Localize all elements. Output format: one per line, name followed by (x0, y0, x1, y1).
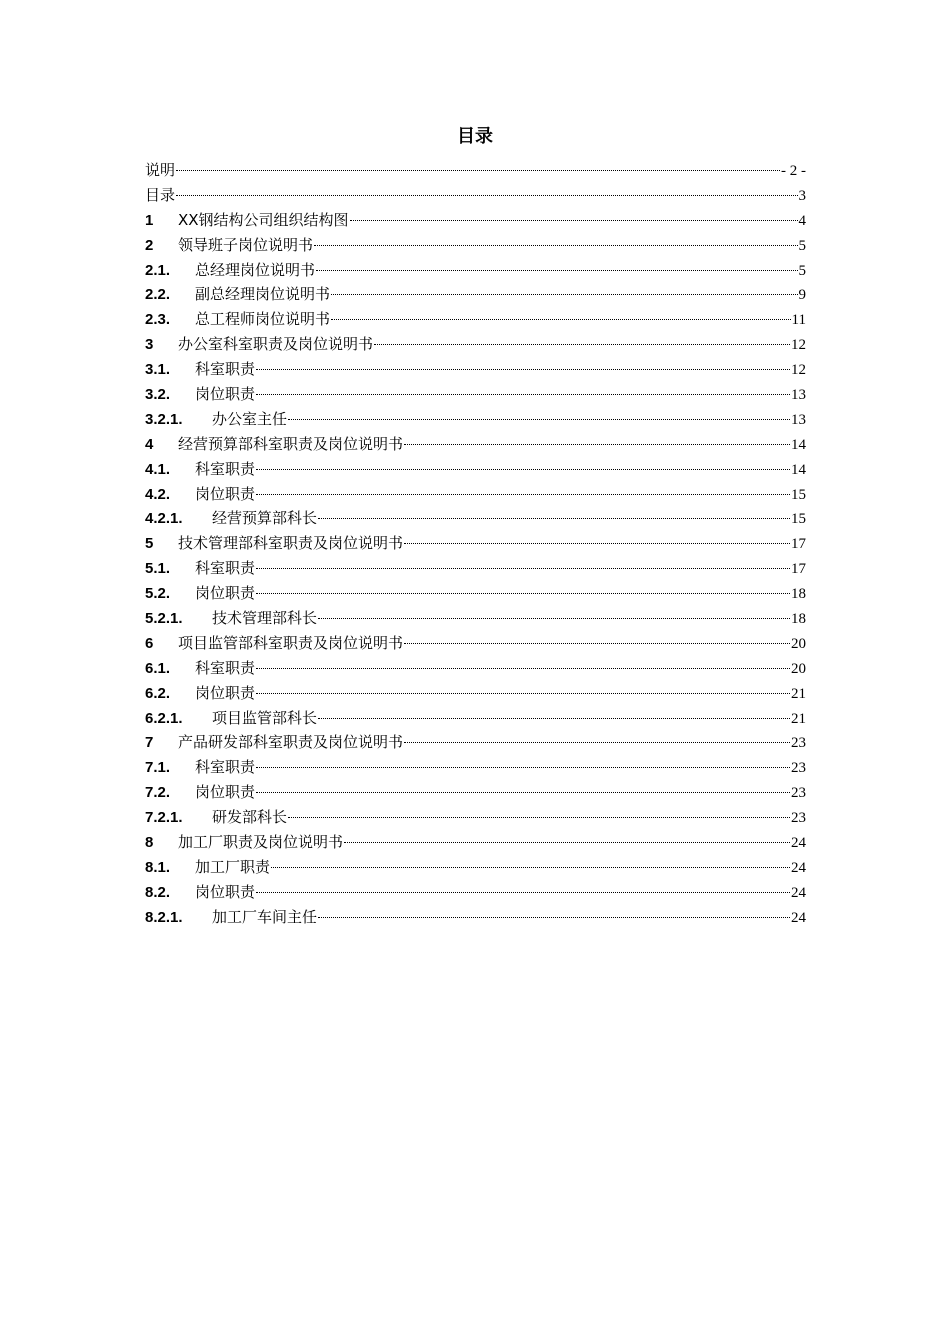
toc-entry-page-number: 14 (791, 461, 806, 478)
toc-entry-number: 2 (145, 236, 154, 254)
toc-dot-leader (256, 394, 790, 395)
toc-entry[interactable] (145, 233, 806, 258)
toc-entry-page-number: 23 (791, 810, 806, 827)
toc-entry-title: 科室职责 (195, 360, 256, 379)
toc-entry-number: 3.2.1. (145, 410, 183, 428)
toc-entry-number: 5.1. (145, 560, 171, 578)
toc-entry[interactable] (145, 631, 806, 656)
toc-dot-leader (256, 668, 790, 669)
toc-dot-leader (318, 618, 790, 619)
toc-dot-leader (288, 419, 790, 420)
toc-entry[interactable] (145, 158, 806, 183)
toc-entry-number: 5.2. (145, 585, 171, 603)
toc-dot-leader (316, 270, 797, 271)
toc-dot-leader (256, 369, 790, 370)
toc-entry[interactable] (145, 830, 806, 855)
toc-dot-leader (256, 767, 790, 768)
toc-entry-page-number: 20 (791, 660, 806, 677)
toc-entry-page-number: 24 (791, 909, 806, 926)
toc-entry-number: 4.2. (145, 485, 171, 503)
toc-entry-page-number: 13 (791, 387, 806, 404)
toc-entry-page-number: 12 (791, 362, 806, 379)
toc-entry-number: 8 (145, 834, 154, 852)
toc-entry-title: 经营预算部科长 (212, 509, 318, 528)
toc-entry-page-number: 21 (791, 685, 806, 702)
toc-entry-title: 产品研发部科室职责及岗位说明书 (178, 733, 404, 752)
toc-entry-number: 2.1. (145, 261, 171, 279)
toc-entry-number: 6.1. (145, 659, 171, 677)
toc-entry-title: 说明 (145, 161, 176, 179)
toc-dot-leader (331, 294, 797, 295)
toc-entry-title: 加工厂职责 (195, 857, 271, 876)
toc-entry-page-number: 5 (798, 262, 806, 279)
toc-entry-title: 项目监管部科室职责及岗位说明书 (178, 633, 404, 652)
toc-entry[interactable] (145, 282, 806, 307)
toc-entry-title: 领导班子岗位说明书 (178, 235, 314, 254)
toc-entry-number: 7 (145, 734, 154, 752)
toc-entry-page-number: 9 (798, 287, 806, 304)
toc-dot-leader (288, 817, 790, 818)
toc-entry-title: 岗位职责 (195, 484, 256, 503)
toc-entry-title: 技术管理部科室职责及岗位说明书 (178, 534, 404, 553)
toc-entry[interactable] (145, 407, 806, 432)
toc-entry-page-number: 24 (791, 884, 806, 901)
toc-entry-title: 项目监管部科长 (212, 708, 318, 727)
toc-entry[interactable] (145, 258, 806, 283)
toc-entry-title: 岗位职责 (195, 385, 256, 404)
toc-entry-page-number: 13 (791, 411, 806, 428)
toc-entry-page-number: 17 (791, 561, 806, 578)
toc-entry[interactable] (145, 531, 806, 556)
toc-entry-title: 经营预算部科室职责及岗位说明书 (178, 434, 404, 453)
toc-entry-page-number: 14 (791, 436, 806, 453)
toc-entry-number: 2.3. (145, 311, 171, 329)
toc-entry[interactable] (145, 208, 806, 233)
toc-entry-number: 8.2.1. (145, 908, 183, 926)
toc-entry[interactable] (145, 706, 806, 731)
toc-entry-number: 3 (145, 336, 154, 354)
toc-entry-number: 6 (145, 634, 154, 652)
toc-entry-page-number: 23 (791, 785, 806, 802)
table-of-contents (145, 158, 806, 930)
toc-entry-title: 目录 (145, 185, 176, 204)
toc-entry-title: 总经理岗位说明书 (195, 260, 316, 279)
toc-entry-page-number: 18 (791, 586, 806, 603)
toc-entry-title: 科室职责 (195, 758, 256, 777)
toc-entry-number: 4.2.1. (145, 510, 183, 528)
toc-dot-leader (256, 494, 790, 495)
toc-entry-title: 副总经理岗位说明书 (195, 285, 331, 304)
toc-dot-leader (318, 917, 790, 918)
toc-entry-title: 技术管理部科长 (212, 609, 318, 628)
toc-entry-title: 加工厂车间主任 (212, 907, 318, 926)
toc-entry-page-number: 12 (791, 337, 806, 354)
toc-dot-leader (404, 444, 790, 445)
toc-entry-number: 4 (145, 435, 154, 453)
toc-dot-leader (318, 718, 790, 719)
toc-entry-page-number: - 2 - (781, 163, 806, 179)
toc-entry[interactable] (145, 332, 806, 357)
toc-entry-title: 岗位职责 (195, 584, 256, 603)
toc-entry[interactable] (145, 556, 806, 581)
toc-dot-leader (318, 518, 790, 519)
toc-dot-leader (344, 842, 790, 843)
toc-entry[interactable] (145, 457, 806, 482)
toc-dot-leader (404, 742, 790, 743)
toc-entry[interactable] (145, 780, 806, 805)
toc-dot-leader (350, 220, 798, 221)
toc-entry-title: 加工厂职责及岗位说明书 (178, 833, 344, 852)
toc-entry-title: 办公室主任 (212, 409, 288, 428)
toc-entry[interactable] (145, 805, 806, 830)
toc-entry-number: 5.2.1. (145, 610, 183, 628)
toc-entry-number: 5 (145, 535, 154, 553)
toc-entry-page-number: 21 (791, 710, 806, 727)
toc-entry[interactable] (145, 506, 806, 531)
toc-entry-title: 岗位职责 (195, 683, 256, 702)
toc-entry[interactable] (145, 905, 806, 930)
toc-dot-leader (256, 792, 790, 793)
toc-entry-page-number: 4 (798, 212, 806, 229)
toc-entry-number: 6.2. (145, 684, 171, 702)
toc-entry-title: 总工程师岗位说明书 (195, 310, 331, 329)
toc-entry-page-number: 18 (791, 611, 806, 628)
toc-entry[interactable] (145, 730, 806, 755)
toc-entry[interactable] (145, 581, 806, 606)
toc-entry[interactable] (145, 183, 806, 208)
toc-entry-number: 7.2.1. (145, 809, 183, 827)
toc-entry-title: 研发部科长 (212, 808, 288, 827)
toc-entry[interactable] (145, 357, 806, 382)
toc-entry[interactable] (145, 307, 806, 332)
toc-entry-number: 8.1. (145, 858, 171, 876)
toc-entry-title: 科室职责 (195, 559, 256, 578)
toc-entry-page-number: 20 (791, 635, 806, 652)
toc-entry-number: 7.2. (145, 784, 171, 802)
toc-entry-title: 岗位职责 (195, 882, 256, 901)
toc-entry-title: 岗位职责 (195, 783, 256, 802)
toc-entry-number: 2.2. (145, 286, 171, 304)
toc-entry-number: 3.1. (145, 361, 171, 379)
toc-entry-page-number: 24 (791, 859, 806, 876)
toc-title: 目录 (457, 126, 493, 147)
toc-entry-number: 3.2. (145, 386, 171, 404)
toc-dot-leader (256, 892, 790, 893)
toc-entry[interactable] (145, 681, 806, 706)
toc-entry[interactable] (145, 606, 806, 631)
toc-dot-leader (256, 693, 790, 694)
toc-entry-number: 8.2. (145, 883, 171, 901)
toc-entry-title: 科室职责 (195, 459, 256, 478)
toc-entry-page-number: 15 (791, 486, 806, 503)
toc-entry-page-number: 23 (791, 760, 806, 777)
toc-entry-title: XX钢结构公司组织结构图 (178, 210, 349, 229)
toc-entry-page-number: 11 (791, 312, 806, 329)
toc-dot-leader (176, 195, 797, 196)
toc-entry[interactable] (145, 880, 806, 905)
toc-entry[interactable] (145, 382, 806, 407)
toc-entry-number: 7.1. (145, 759, 171, 777)
toc-entry-page-number: 23 (791, 735, 806, 752)
toc-entry-page-number: 15 (791, 511, 806, 528)
toc-entry[interactable] (145, 755, 806, 780)
toc-entry-number: 1 (145, 211, 154, 229)
toc-entry-number: 6.2.1. (145, 709, 183, 727)
toc-dot-leader (176, 170, 780, 171)
toc-entry-title: 科室职责 (195, 658, 256, 677)
toc-dot-leader (256, 469, 790, 470)
toc-dot-leader (331, 319, 791, 320)
toc-entry-page-number: 24 (791, 835, 806, 852)
toc-dot-leader (374, 344, 790, 345)
toc-entry[interactable] (145, 482, 806, 507)
toc-dot-leader (314, 245, 797, 246)
toc-dot-leader (256, 568, 790, 569)
toc-dot-leader (256, 593, 790, 594)
toc-entry[interactable] (145, 855, 806, 880)
toc-entry[interactable] (145, 432, 806, 457)
toc-dot-leader (271, 867, 790, 868)
toc-dot-leader (404, 643, 790, 644)
toc-entry-page-number: 17 (791, 536, 806, 553)
toc-entry-page-number: 3 (798, 187, 806, 204)
toc-entry-page-number: 5 (798, 237, 806, 254)
toc-entry-title: 办公室科室职责及岗位说明书 (178, 335, 374, 354)
toc-entry-number: 4.1. (145, 460, 171, 478)
toc-entry[interactable] (145, 656, 806, 681)
toc-dot-leader (404, 543, 790, 544)
